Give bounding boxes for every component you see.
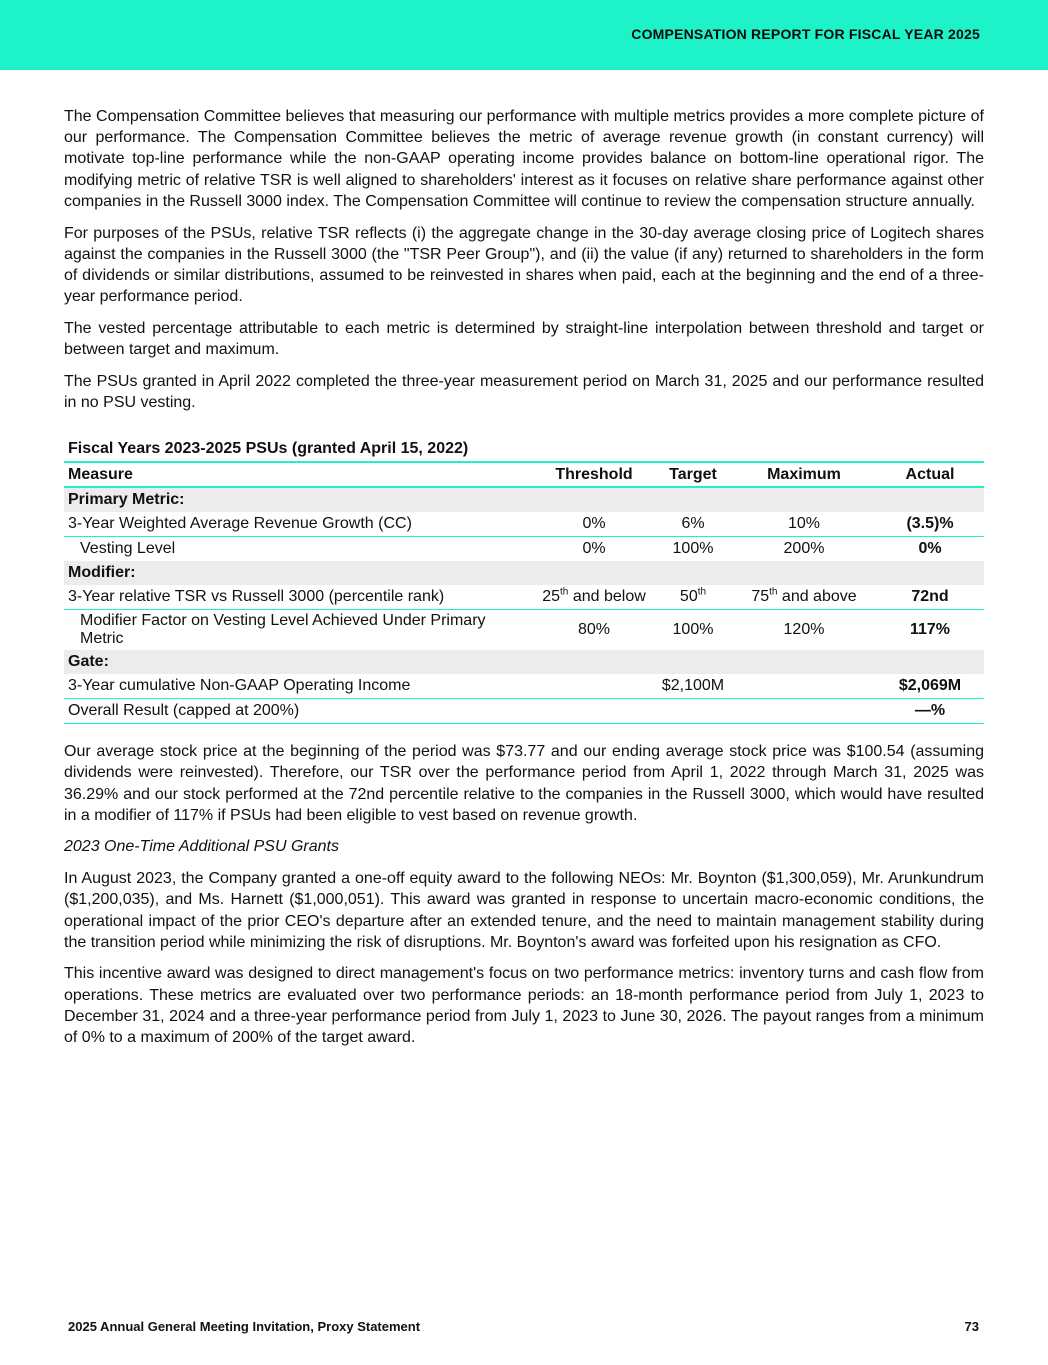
paragraph-metrics-rationale: The Compensation Committee believes that measuring our performance with multiple metrics provides a more complete picture of our performance. The Compensation Committee believes the metric of average revenue growth (in constant currency) will motivate top-line performance while the non-GAAP operating income provides balance on bottom-line operational rigor. The modifying metric of relative TSR is well aligned to shareholders' interest as it focuses on relative share performance against other companies in the Russell 3000 index. The Compensation Committee will continue to review the compensation structure annually.: [64, 108, 984, 210]
tsr-threshold-suffix: th: [560, 586, 569, 598]
vesting-target: 100%: [672, 540, 714, 558]
modifier-factor-threshold: 80%: [577, 621, 611, 639]
vesting-actual: 0%: [918, 540, 942, 558]
header-target: Target: [654, 462, 732, 487]
revenue-threshold: 0%: [534, 512, 654, 537]
tsr-target-suffix: th: [697, 586, 707, 598]
group-row-primary: [64, 487, 984, 512]
tsr-threshold-text: and below: [568, 588, 646, 606]
page-content: [64, 106, 984, 1059]
operating-income-threshold: [534, 674, 654, 699]
group-row-gate: [64, 650, 984, 674]
table-header-row: [64, 462, 984, 487]
tsr-maximum: [732, 585, 876, 610]
tsr-maximum-number: 75: [751, 588, 770, 606]
table-row: [64, 610, 984, 651]
tsr-target-number: 50: [679, 588, 698, 606]
header-actual: Actual: [876, 462, 984, 487]
table-caption-row: [64, 435, 984, 462]
modifier-factor-maximum: 120%: [783, 621, 825, 639]
revenue-target: 6%: [654, 512, 732, 537]
group-row-modifier: [64, 561, 984, 585]
header-band: [0, 0, 1048, 70]
tsr-maximum-text: and above: [777, 588, 857, 606]
paragraph-one-off-award: In August 2023, the Company granted a one-off equity award to the following NEOs: Mr. Boynton ($1,300,059), Mr. Arunkundrum ($1,200,035), and Ms. Harnett ($1,000,051). This award was granted in response to uncertain macro-economic conditions, the operational impact of the prior CEO's departure after an extended tenure, and the need to maintain management stability during the transition period while minimizing the risk of disruptions. Mr. Boynton's award was forfeited upon his resignation as CFO.: [64, 870, 984, 951]
tsr-measure: 3-Year relative TSR vs Russell 3000 (percentile rank): [64, 585, 534, 610]
group-label-gate: Gate:: [64, 650, 984, 674]
modifier-factor-target: 100%: [672, 621, 714, 639]
page-number: 73: [964, 1319, 979, 1334]
table-row: [64, 512, 984, 537]
overall-maximum: [732, 699, 876, 724]
overall-measure: Overall Result (capped at 200%): [64, 699, 534, 724]
tsr-target: [654, 585, 732, 610]
vesting-measure: Vesting Level: [80, 540, 176, 558]
overall-target: [654, 699, 732, 724]
revenue-maximum: 10%: [732, 512, 876, 537]
operating-income-maximum: [732, 674, 876, 699]
table-caption: Fiscal Years 2023-2025 PSUs (granted April 15, 2022): [68, 440, 469, 458]
subheading-one-time-grants: 2023 One-Time Additional PSU Grants: [64, 838, 339, 856]
modifier-factor-actual: 117%: [909, 621, 951, 639]
paragraph-vesting-interpolation: The vested percentage attributable to each metric is determined by straight-line interpolation between threshold and target or between target and maximum.: [64, 319, 984, 359]
report-title: COMPENSATION REPORT FOR FISCAL YEAR 2025: [631, 26, 980, 42]
header-maximum: Maximum: [732, 462, 876, 487]
tsr-threshold: [534, 585, 654, 610]
paragraph-psu-outcome: The PSUs granted in April 2022 completed the three-year measurement period on March 31, 2025 and our performance resulted in no PSU vesting.: [64, 372, 984, 411]
vesting-maximum: 200%: [783, 540, 825, 558]
table-row: [64, 585, 984, 610]
group-label-primary: Primary Metric:: [64, 487, 984, 512]
overall-actual: —%: [876, 699, 984, 724]
operating-income-measure: 3-Year cumulative Non-GAAP Operating Income: [64, 674, 534, 699]
psu-table: [64, 435, 984, 724]
table-row: [64, 537, 984, 562]
operating-income-actual: $2,069M: [876, 674, 984, 699]
group-label-modifier: Modifier:: [64, 561, 984, 585]
tsr-threshold-number: 25: [542, 588, 561, 606]
modifier-factor-measure: Modifier Factor on Vesting Level Achieved Under Primary Metric: [80, 612, 486, 648]
revenue-actual: (3.5)%: [876, 512, 984, 537]
tsr-actual: 72nd: [876, 585, 984, 610]
header-measure: Measure: [64, 462, 534, 487]
revenue-measure: 3-Year Weighted Average Revenue Growth (CC): [64, 512, 534, 537]
table-row: [64, 699, 984, 724]
paragraph-relative-tsr: For purposes of the PSUs, relative TSR reflects (i) the aggregate change in the 30-day average closing price of Logitech shares against the companies in the Russell 3000 (the "TSR Peer Group"), and (ii) the value (if any) returned to shareholders in the form of dividends or similar distributions, assumed to be reinvested in shares when paid, each at the beginning and the end of a three-year performance period.: [64, 224, 984, 306]
footer-document-title: 2025 Annual General Meeting Invitation, Proxy Statement: [68, 1319, 421, 1334]
vesting-threshold: 0%: [582, 540, 606, 558]
header-threshold: Threshold: [534, 462, 654, 487]
tsr-maximum-suffix: th: [769, 586, 778, 598]
overall-threshold: [534, 699, 654, 724]
paragraph-stock-price: Our average stock price at the beginning of the period was $73.77 and our ending average stock price was $100.54 (assuming dividends were reinvested). Therefore, our TSR over the performance period from April 1, 2022 through March 31, 2025 was 36.29% and our stock performed at the 72nd percentile relative to the companies in the Russell 3000, which would have resulted in a modifier of 117% if PSUs had been eligible to vest based on revenue growth.: [64, 743, 984, 824]
operating-income-target: $2,100M: [654, 674, 732, 699]
paragraph-incentive-design: This incentive award was designed to direct management's focus on two performance metrics: inventory turns and cash flow from operations. These metrics are evaluated over two performance periods: an 18-month performance period from July 1, 2023 to December 31, 2024 and a three-year performance period from July 1, 2023 to June 30, 2026. The payout ranges from a minimum of 0% to a maximum of 200% of the target award.: [64, 965, 984, 1047]
table-row: [64, 674, 984, 699]
